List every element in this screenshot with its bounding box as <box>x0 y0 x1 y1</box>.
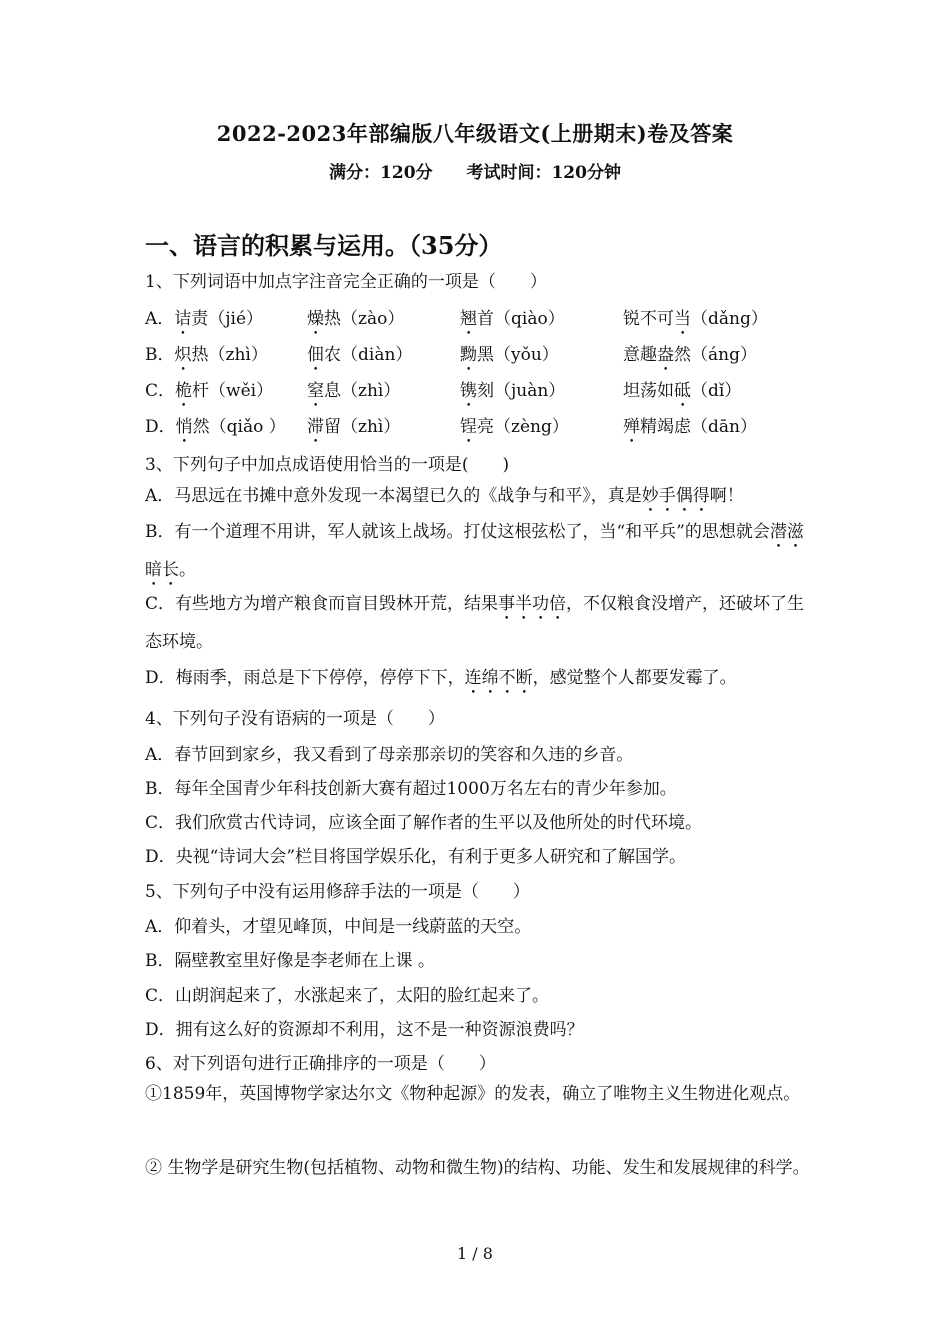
q1-d-item-1: D．悄然（qiǎo ） <box>145 417 286 437</box>
q1-stem: 1、下列词语中加点字注音完全正确的一项是（ ） <box>145 272 547 292</box>
q1-d-item-2: 滞留（zhì） <box>307 417 401 437</box>
q1-a-item-2: 燥热（zào） <box>307 309 405 329</box>
q5-option-c: C．山朗润起来了，水涨起来了，太阳的脸红起来了。 <box>145 986 550 1006</box>
q4-option-c: C．我们欣赏古代诗词，应该全面了解作者的生平以及他所处的时代环境。 <box>145 813 703 833</box>
q1-b-item-3: 黝黑（yǒu） <box>460 345 559 365</box>
q3-stem: 3、下列句子中加点成语使用恰当的一项是( ) <box>145 455 510 475</box>
q1-a-item-3: 翘首（qiào） <box>460 309 565 329</box>
q1-b-item-4: 意趣盎然（áng） <box>623 345 757 365</box>
q1-b-item-1: B．炽热（zhì） <box>145 345 268 365</box>
q5-option-a: A．仰着头，才望见峰顶，中间是一线蔚蓝的天空。 <box>145 917 532 937</box>
q6-sentence-1: ①1859年，英国博物学家达尔文《物种起源》的发表，确立了唯物主义生物进化观点。 <box>145 1084 801 1104</box>
q4-option-d: D．央视“诗词大会”栏目将国学娱乐化，有利于更多人研究和了解国学。 <box>145 847 687 867</box>
q4-stem: 4、下列句子没有语病的一项是（ ） <box>145 709 445 729</box>
exam-time: 考试时间：120分钟 <box>466 163 621 183</box>
q1-c-item-3: 镌刻（juàn） <box>460 381 566 401</box>
q1-d-item-4: 殚精竭虑（dān） <box>623 417 757 437</box>
page-number: 1 / 8 <box>457 1244 493 1263</box>
q4-option-b: B．每年全国青少年科技创新大赛有超过1000万名左右的青少年参加。 <box>145 779 677 799</box>
section-heading: 一、语言的积累与运用。（35分） <box>145 231 503 260</box>
q1-c-item-4: 坦荡如砥（dǐ） <box>623 381 742 401</box>
q1-a-item-4: 锐不可当（dǎng） <box>623 309 768 329</box>
q3-option-b: B．有一个道理不用讲，军人就该上战场。打仗这根弦松了，当“和平兵”的思想就会潜滋暗长。 <box>145 522 804 580</box>
q1-b-item-2: 佃农（diàn） <box>307 345 413 365</box>
page-title: 2022-2023年部编版八年级语文(上册期末)卷及答案 <box>216 121 734 146</box>
exam-info <box>0 158 950 183</box>
full-score: 满分：120分 <box>329 163 433 183</box>
q1-c-item-1: C．桅杆（wěi） <box>145 381 274 401</box>
q3-option-a: A．马思远在书摊中意外发现一本渴望已久的《战争与和平》，真是妙手偶得啊！ <box>145 486 744 506</box>
q5-option-d: D．拥有这么好的资源却不利用，这不是一种资源浪费吗？ <box>145 1020 584 1040</box>
q1-c-item-2: 窒息（zhì） <box>307 381 401 401</box>
q3-option-c: C．有些地方为增产粮食而盲目毁林开荒，结果事半功倍，不仅粮食没增产，还破坏了生态环境。 <box>145 594 805 652</box>
q5-stem: 5、下列句子中没有运用修辞手法的一项是（ ） <box>145 882 530 902</box>
q6-stem: 6、对下列语句进行正确排序的一项是（ ） <box>145 1054 496 1074</box>
q3-option-d: D．梅雨季，雨总是下下停停，停停下下，连绵不断，感觉整个人都要发霉了。 <box>145 668 737 688</box>
q1-d-item-3: 锃亮（zèng） <box>460 417 569 437</box>
q1-a-item-1: A．诘责（jié） <box>145 309 264 329</box>
q5-option-b: B．隔壁教室里好像是李老师在上课 。 <box>145 951 435 971</box>
q6-sentence-2: ② 生物学是研究生物(包括植物、动物和微生物)的结构、功能、发生和发展规律的科学。 <box>145 1158 810 1178</box>
q4-option-a: A．春节回到家乡，我又看到了母亲那亲切的笑容和久违的乡音。 <box>145 745 634 765</box>
